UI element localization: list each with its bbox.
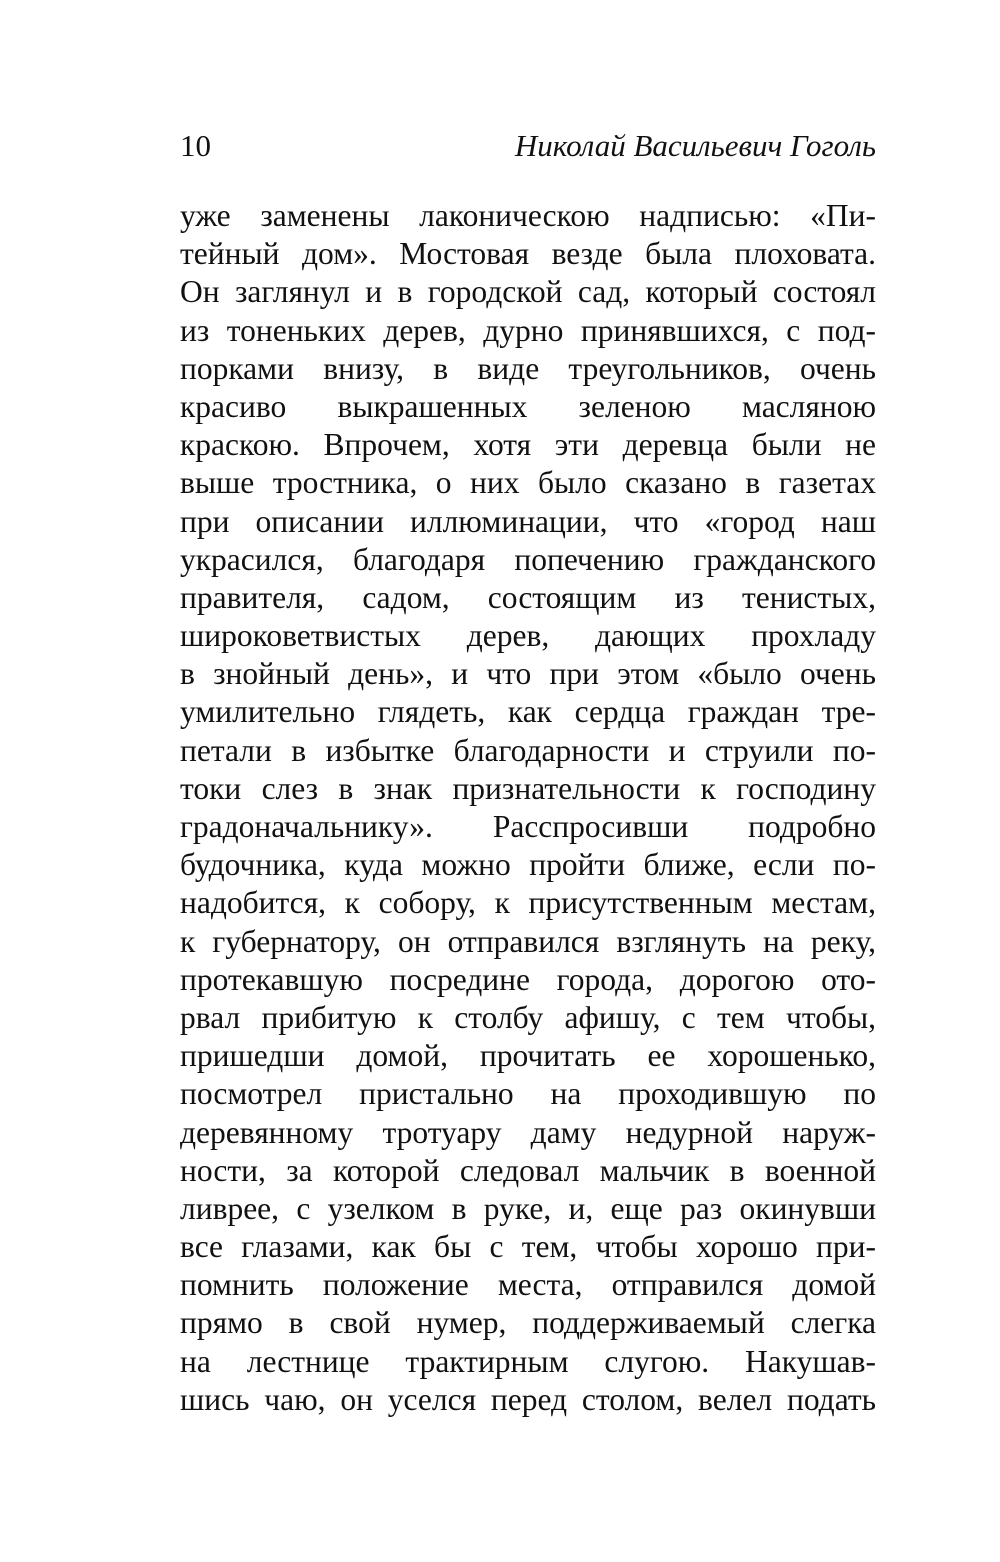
text-line: посмотрел пристально на проходившую по	[180, 1076, 876, 1112]
text-line: все глазами, как бы с тем, чтобы хорошо при-	[180, 1229, 876, 1265]
text-line: в знойный день», и что при этом «было очень	[180, 656, 876, 692]
body-text	[180, 197, 876, 1419]
text-line: выше тростника, о них было сказано в газетах	[180, 465, 876, 501]
text-line: при описании иллюминации, что «город наш	[180, 503, 876, 539]
text-line: рвал прибитую к столбу афишу, с тем чтобы,	[180, 999, 876, 1035]
text-line: надобится, к собору, к присутственным местам,	[180, 885, 876, 921]
text-line: градоначальнику». Расспросивши подробно	[180, 809, 876, 844]
text-line: украсился, благодаря попечению гражданского	[180, 541, 876, 577]
text-line: помнить положение места, отправился домой	[180, 1267, 876, 1303]
text-line: пришедши домой, прочитать ее хорошенько,	[180, 1038, 876, 1074]
running-head	[180, 126, 876, 166]
text-line: правителя, садом, состоящим из тенистых,	[180, 579, 876, 615]
text-line: протекавшую посредине города, дорогою ото-	[180, 961, 876, 997]
text-line: шись чаю, он уселся перед столом, велел подать	[180, 1381, 876, 1417]
text-line: прямо в свой нумер, поддерживаемый слегка	[180, 1305, 876, 1341]
text-line: порками внизу, в виде треугольников, очень	[180, 350, 876, 386]
text-line: широковетвистых дерев, дающих прохладу	[180, 618, 876, 654]
text-line: петали в избытке благодарности и струили по-	[180, 732, 876, 768]
text-line: ливрее, с узелком в руке, и, еще раз окинувши	[180, 1190, 876, 1226]
text-line: токи слез в знак признательности к господину	[180, 770, 876, 806]
text-line: тейный дом». Мостовая везде была плоховата.	[180, 236, 876, 272]
text-line: деревянному тротуару даму недурной наруж-	[180, 1114, 876, 1150]
text-line: красиво выкрашенных зеленою масляною	[180, 388, 876, 424]
text-line: ности, за которой следовал мальчик в военной	[180, 1152, 876, 1188]
text-line: краскою. Впрочем, хотя эти деревца были не	[180, 427, 876, 463]
text-line: из тоненьких дерев, дурно принявшихся, с под-	[180, 312, 876, 348]
running-title: Николай Васильевич Гоголь	[514, 128, 876, 163]
page-number: 10	[180, 128, 211, 163]
text-line: к губернатору, он отправился взглянуть на реку,	[180, 923, 876, 959]
text-line: уже заменены лаконическою надписью: «Пи-	[180, 198, 876, 233]
text-line: на лестнице трактирным слугою. Накушав-	[180, 1343, 876, 1379]
text-line: будочника, куда можно пройти ближе, если по-	[180, 847, 876, 883]
text-line: умилительно глядеть, как сердца граждан тре-	[180, 694, 876, 730]
text-line: Он заглянул и в городской сад, который состоял	[180, 274, 876, 310]
